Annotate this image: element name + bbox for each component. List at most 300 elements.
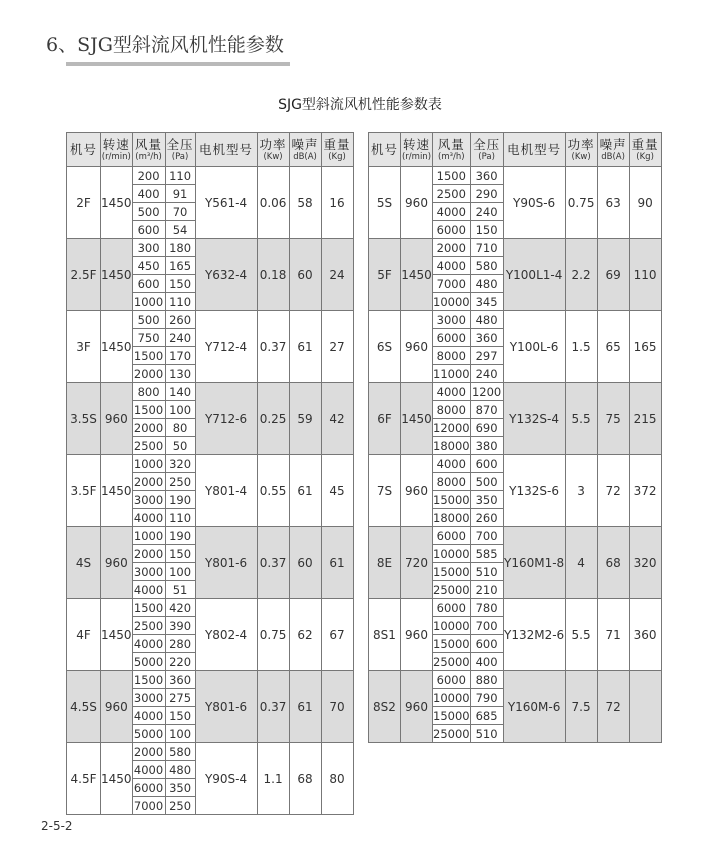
- power-cell: 1.1: [257, 743, 289, 815]
- airflow-cell: 7000: [133, 798, 164, 813]
- speed-cell: 960: [401, 671, 433, 743]
- pressure-cell: 480: [470, 311, 503, 329]
- motor-model-cell: Y801-4: [195, 455, 257, 527]
- column-header: [597, 133, 629, 167]
- fan-spec-table-right: [368, 132, 662, 743]
- table-row: [67, 527, 354, 545]
- pressure-cell: 480: [470, 275, 503, 293]
- pressure-cell: 580: [165, 743, 195, 761]
- pressure-cell: 500: [470, 473, 503, 491]
- weight-cell: 165: [629, 311, 661, 383]
- airflow-cell: 4000: [133, 708, 164, 723]
- pressure-cell: 480: [165, 761, 195, 779]
- pressure-cell: 110: [165, 293, 195, 311]
- airflow-cell: 11000: [433, 366, 470, 381]
- pressure-cell: 350: [165, 779, 195, 797]
- column-header-label: 重量: [631, 136, 659, 152]
- pressure-cell: 290: [470, 185, 503, 203]
- model-cell: 3F: [67, 311, 101, 383]
- noise-cell: 68: [597, 527, 629, 599]
- power-cell: 0.37: [257, 311, 289, 383]
- airflow-cell: 5000: [133, 654, 164, 669]
- airflow-cell: 1500: [133, 600, 164, 615]
- pressure-cell: 700: [470, 527, 503, 545]
- column-header-label: 机号: [69, 141, 97, 157]
- model-cell: 4.5F: [67, 743, 101, 815]
- motor-model-cell: Y801-6: [195, 527, 257, 599]
- airflow-cell: 2000: [133, 366, 164, 381]
- noise-cell: 58: [289, 167, 321, 239]
- table-row: [369, 311, 662, 329]
- column-header-label: 噪声: [599, 136, 627, 152]
- table-row: [67, 311, 354, 329]
- airflow-cell: 15000: [433, 492, 470, 507]
- pressure-cell: 685: [470, 707, 503, 725]
- model-cell: 6S: [369, 311, 401, 383]
- model-cell: 3.5F: [67, 455, 101, 527]
- airflow-cell: 800: [132, 383, 165, 401]
- pressure-cell: 220: [165, 653, 195, 671]
- pressure-cell: 70: [165, 203, 195, 221]
- column-header: [195, 133, 257, 167]
- column-header-unit: (Pa): [478, 151, 495, 162]
- motor-model-cell: Y132S-6: [503, 455, 565, 527]
- model-cell: 6F: [369, 383, 401, 455]
- airflow-cell: 4000: [433, 455, 471, 473]
- table-row: [67, 239, 354, 257]
- header-row: [67, 133, 354, 167]
- airflow-cell: 6000: [433, 599, 471, 617]
- column-header-label: 风量: [135, 136, 163, 152]
- power-cell: 0.75: [565, 167, 597, 239]
- speed-cell: 960: [401, 599, 433, 671]
- weight-cell: 215: [629, 383, 661, 455]
- table-row: [369, 599, 662, 617]
- speed-cell: 1450: [101, 455, 133, 527]
- column-header-label: 转速: [402, 136, 430, 152]
- pressure-cell: 360: [470, 167, 503, 185]
- model-cell: 8S2: [369, 671, 401, 743]
- weight-cell: 372: [629, 455, 661, 527]
- pressure-cell: 510: [470, 725, 503, 743]
- model-cell: 8S1: [369, 599, 401, 671]
- pressure-cell: 100: [165, 725, 195, 743]
- airflow-cell: 4000: [133, 636, 164, 651]
- pressure-cell: 420: [165, 599, 195, 617]
- airflow-cell: 1500: [133, 672, 164, 687]
- column-header-label: 电机型号: [507, 141, 562, 157]
- noise-cell: 63: [597, 167, 629, 239]
- noise-cell: 61: [289, 455, 321, 527]
- column-header-label: 风量: [437, 136, 465, 152]
- section-title: 6、SJG型斜流风机性能参数: [46, 34, 284, 56]
- header-row: [369, 133, 662, 167]
- noise-cell: 61: [289, 671, 321, 743]
- table-row: [67, 599, 354, 617]
- power-cell: 0.06: [257, 167, 289, 239]
- weight-cell: 27: [321, 311, 353, 383]
- motor-model-cell: Y90S-4: [195, 743, 257, 815]
- pressure-cell: 54: [165, 221, 195, 239]
- speed-cell: 1450: [101, 239, 133, 311]
- fan-spec-table-left: [66, 132, 354, 815]
- power-cell: 1.5: [565, 311, 597, 383]
- airflow-cell: 2000: [433, 239, 471, 257]
- airflow-cell: 1000: [133, 456, 164, 471]
- speed-cell: 960: [401, 167, 433, 239]
- pressure-cell: 170: [165, 347, 195, 365]
- airflow-cell: 600: [132, 275, 165, 293]
- pressure-cell: 380: [470, 437, 503, 455]
- airflow-cell: 4000: [433, 203, 471, 221]
- airflow-cell: 3000: [133, 492, 164, 507]
- motor-model-cell: Y561-4: [195, 167, 257, 239]
- airflow-cell: 10000: [433, 546, 470, 561]
- airflow-cell: 15000: [433, 564, 470, 579]
- noise-cell: 61: [289, 311, 321, 383]
- airflow-cell: 10000: [433, 294, 470, 309]
- column-header: [289, 133, 321, 167]
- pressure-cell: 100: [165, 401, 195, 419]
- pressure-cell: 345: [470, 293, 503, 311]
- pressure-cell: 110: [165, 167, 195, 185]
- airflow-cell: 25000: [433, 582, 470, 597]
- pressure-cell: 1200: [471, 384, 502, 399]
- pressure-cell: 240: [165, 329, 195, 347]
- noise-cell: 72: [597, 455, 629, 527]
- airflow-cell: 4000: [133, 582, 164, 597]
- power-cell: 3: [565, 455, 597, 527]
- pressure-cell: 190: [165, 491, 195, 509]
- noise-cell: 65: [597, 311, 629, 383]
- table-row: [369, 383, 662, 401]
- weight-cell: 70: [321, 671, 353, 743]
- airflow-cell: 25000: [433, 726, 470, 741]
- model-cell: 3.5S: [67, 383, 101, 455]
- airflow-cell: 10000: [433, 618, 470, 633]
- motor-model-cell: Y160M-6: [503, 671, 565, 743]
- airflow-cell: 600: [132, 221, 165, 239]
- pressure-cell: 780: [470, 599, 503, 617]
- column-header: [629, 133, 661, 167]
- table-title: SJG型斜流风机性能参数表: [278, 97, 442, 113]
- speed-cell: 960: [101, 527, 133, 599]
- column-header: [401, 133, 433, 167]
- speed-cell: 1450: [101, 167, 133, 239]
- column-header: [565, 133, 597, 167]
- pressure-cell: 360: [470, 329, 503, 347]
- motor-model-cell: Y801-6: [195, 671, 257, 743]
- table-row: [369, 239, 662, 257]
- pressure-cell: 51: [165, 581, 195, 599]
- airflow-cell: 18000: [433, 438, 470, 453]
- noise-cell: 60: [289, 527, 321, 599]
- airflow-cell: 1000: [133, 528, 164, 543]
- airflow-cell: 4000: [433, 383, 471, 401]
- pressure-cell: 240: [470, 203, 503, 221]
- column-header-label: 重量: [323, 136, 351, 152]
- power-cell: 0.37: [257, 527, 289, 599]
- airflow-cell: 2500: [133, 618, 164, 633]
- airflow-cell: 3000: [433, 311, 471, 329]
- airflow-cell: 500: [132, 203, 165, 221]
- airflow-cell: 750: [132, 329, 165, 347]
- power-cell: 0.55: [257, 455, 289, 527]
- pressure-cell: 510: [470, 563, 503, 581]
- airflow-cell: 5000: [133, 726, 164, 741]
- power-cell: 2.2: [565, 239, 597, 311]
- pressure-cell: 600: [470, 635, 503, 653]
- pressure-cell: 80: [165, 419, 195, 437]
- pressure-cell: 350: [470, 491, 503, 509]
- column-header-unit: (m³/h): [438, 151, 465, 162]
- airflow-cell: 7000: [433, 275, 471, 293]
- noise-cell: 75: [597, 383, 629, 455]
- speed-cell: 960: [401, 455, 433, 527]
- airflow-cell: 300: [132, 239, 165, 257]
- column-header-unit: dB(A): [293, 151, 317, 162]
- column-header-unit: (Pa): [171, 151, 189, 162]
- pressure-cell: 690: [470, 419, 503, 437]
- weight-cell: 90: [629, 167, 661, 239]
- column-header: [132, 133, 165, 167]
- airflow-cell: 2000: [133, 420, 164, 435]
- speed-cell: 1450: [401, 239, 433, 311]
- weight-cell: 61: [321, 527, 353, 599]
- column-header: [433, 133, 471, 167]
- motor-model-cell: Y100L1-4: [503, 239, 565, 311]
- page-number: 2-5-2: [41, 819, 73, 833]
- power-cell: 5.5: [565, 383, 597, 455]
- noise-cell: 62: [289, 599, 321, 671]
- column-header: [470, 133, 503, 167]
- pressure-cell: 260: [165, 311, 195, 329]
- airflow-cell: 2000: [133, 546, 164, 561]
- column-header: [257, 133, 289, 167]
- pressure-cell: 110: [165, 509, 195, 527]
- column-header: [503, 133, 565, 167]
- airflow-cell: 3000: [133, 690, 164, 705]
- airflow-cell: 400: [132, 185, 165, 203]
- motor-model-cell: Y132S-4: [503, 383, 565, 455]
- airflow-cell: 1500: [133, 402, 164, 417]
- airflow-cell: 15000: [433, 708, 470, 723]
- motor-model-cell: Y160M1-8: [503, 527, 565, 599]
- model-cell: 5F: [369, 239, 401, 311]
- pressure-cell: 100: [165, 563, 195, 581]
- weight-cell: [629, 671, 661, 743]
- column-header-label: 机号: [370, 141, 398, 157]
- pressure-cell: 260: [470, 509, 503, 527]
- column-header-unit: (m³/h): [135, 151, 162, 162]
- noise-cell: 59: [289, 383, 321, 455]
- pressure-cell: 390: [165, 617, 195, 635]
- airflow-cell: 8000: [433, 473, 471, 491]
- column-header: [165, 133, 195, 167]
- pressure-cell: 320: [165, 455, 195, 473]
- motor-model-cell: Y802-4: [195, 599, 257, 671]
- airflow-cell: 1500: [133, 348, 164, 363]
- column-header-label: 电机型号: [199, 141, 254, 157]
- pressure-cell: 50: [165, 437, 195, 455]
- column-header-unit: (r/min): [101, 151, 131, 162]
- noise-cell: 69: [597, 239, 629, 311]
- column-header-label: 全压: [166, 136, 194, 152]
- pressure-cell: 150: [165, 275, 195, 293]
- airflow-cell: 6000: [433, 221, 471, 239]
- weight-cell: 45: [321, 455, 353, 527]
- pressure-cell: 240: [470, 365, 503, 383]
- speed-cell: 1450: [101, 743, 133, 815]
- pressure-cell: 580: [470, 257, 503, 275]
- column-header-label: 功率: [259, 136, 287, 152]
- motor-model-cell: Y100L-6: [503, 311, 565, 383]
- airflow-cell: 25000: [433, 654, 470, 669]
- column-header-label: 转速: [102, 136, 130, 152]
- power-cell: 7.5: [565, 671, 597, 743]
- power-cell: 4: [565, 527, 597, 599]
- table-row: [369, 167, 662, 185]
- speed-cell: 960: [101, 383, 133, 455]
- model-cell: 4S: [67, 527, 101, 599]
- speed-cell: 1450: [401, 383, 433, 455]
- model-cell: 7S: [369, 455, 401, 527]
- pressure-cell: 190: [165, 527, 195, 545]
- column-header: [321, 133, 353, 167]
- pressure-cell: 585: [470, 545, 503, 563]
- speed-cell: 1450: [101, 311, 133, 383]
- pressure-cell: 150: [165, 707, 195, 725]
- pressure-cell: 297: [470, 347, 503, 365]
- airflow-cell: 1500: [433, 167, 471, 185]
- airflow-cell: 4000: [133, 510, 164, 525]
- pressure-cell: 130: [165, 365, 195, 383]
- table-row: [67, 383, 354, 401]
- column-header-unit: (Kw): [571, 151, 591, 162]
- pressure-cell: 180: [165, 239, 195, 257]
- table-row: [369, 671, 662, 689]
- pressure-cell: 250: [165, 797, 195, 815]
- motor-model-cell: Y712-4: [195, 311, 257, 383]
- column-header: [101, 133, 133, 167]
- pressure-cell: 790: [470, 689, 503, 707]
- weight-cell: 110: [629, 239, 661, 311]
- pressure-cell: 280: [165, 635, 195, 653]
- model-cell: 8E: [369, 527, 401, 599]
- column-header-label: 功率: [567, 136, 595, 152]
- motor-model-cell: Y632-4: [195, 239, 257, 311]
- power-cell: 0.18: [257, 239, 289, 311]
- pressure-cell: 710: [470, 239, 503, 257]
- pressure-cell: 880: [470, 671, 503, 689]
- noise-cell: 71: [597, 599, 629, 671]
- airflow-cell: 2000: [133, 744, 164, 759]
- column-header-label: 全压: [473, 136, 501, 152]
- airflow-cell: 10000: [433, 690, 470, 705]
- power-cell: 0.37: [257, 671, 289, 743]
- weight-cell: 320: [629, 527, 661, 599]
- noise-cell: 60: [289, 239, 321, 311]
- pressure-cell: 140: [165, 383, 195, 401]
- model-cell: 5S: [369, 167, 401, 239]
- weight-cell: 24: [321, 239, 353, 311]
- weight-cell: 67: [321, 599, 353, 671]
- pressure-cell: 91: [165, 185, 195, 203]
- column-header-unit: (r/min): [401, 151, 432, 162]
- power-cell: 0.75: [257, 599, 289, 671]
- speed-cell: 720: [401, 527, 433, 599]
- weight-cell: 42: [321, 383, 353, 455]
- airflow-cell: 6000: [133, 780, 164, 795]
- pressure-cell: 150: [165, 545, 195, 563]
- pressure-cell: 360: [165, 671, 195, 689]
- airflow-cell: 450: [132, 257, 165, 275]
- airflow-cell: 4000: [433, 257, 471, 275]
- weight-cell: 360: [629, 599, 661, 671]
- title-underline: [66, 62, 290, 66]
- model-cell: 4F: [67, 599, 101, 671]
- pressure-cell: 600: [470, 455, 503, 473]
- pressure-cell: 165: [165, 257, 195, 275]
- column-header-unit: (Kw): [263, 151, 283, 162]
- speed-cell: 1450: [101, 599, 133, 671]
- model-cell: 2.5F: [67, 239, 101, 311]
- power-cell: 5.5: [565, 599, 597, 671]
- airflow-cell: 18000: [433, 510, 470, 525]
- airflow-cell: 4000: [133, 762, 164, 777]
- column-header-unit: dB(A): [601, 151, 625, 162]
- airflow-cell: 2500: [133, 438, 164, 453]
- airflow-cell: 1000: [133, 294, 164, 309]
- airflow-cell: 8000: [433, 347, 471, 365]
- airflow-cell: 8000: [433, 401, 471, 419]
- pressure-cell: 870: [470, 401, 503, 419]
- pressure-cell: 210: [470, 581, 503, 599]
- pressure-cell: 250: [165, 473, 195, 491]
- weight-cell: 80: [321, 743, 353, 815]
- noise-cell: 72: [597, 671, 629, 743]
- pressure-cell: 700: [470, 617, 503, 635]
- airflow-cell: 200: [132, 167, 165, 185]
- weight-cell: 16: [321, 167, 353, 239]
- motor-model-cell: Y712-6: [195, 383, 257, 455]
- speed-cell: 960: [101, 671, 133, 743]
- model-cell: 4.5S: [67, 671, 101, 743]
- airflow-cell: 6000: [433, 329, 471, 347]
- motor-model-cell: Y90S-6: [503, 167, 565, 239]
- table-row: [369, 455, 662, 473]
- airflow-cell: 6000: [433, 671, 471, 689]
- column-header-label: 噪声: [291, 136, 319, 152]
- motor-model-cell: Y132M2-6: [503, 599, 565, 671]
- airflow-cell: 500: [132, 311, 165, 329]
- table-row: [67, 743, 354, 761]
- airflow-cell: 6000: [433, 527, 471, 545]
- airflow-cell: 2500: [433, 185, 471, 203]
- column-header-unit: (Kg): [636, 151, 654, 162]
- pressure-cell: 150: [470, 221, 503, 239]
- table-row: [67, 671, 354, 689]
- noise-cell: 68: [289, 743, 321, 815]
- pressure-cell: 400: [470, 653, 503, 671]
- pressure-cell: 275: [165, 689, 195, 707]
- column-header-unit: (Kg): [328, 151, 346, 162]
- airflow-cell: 3000: [133, 564, 164, 579]
- airflow-cell: 2000: [133, 474, 164, 489]
- column-header: [67, 133, 101, 167]
- column-header: [369, 133, 401, 167]
- table-row: [369, 527, 662, 545]
